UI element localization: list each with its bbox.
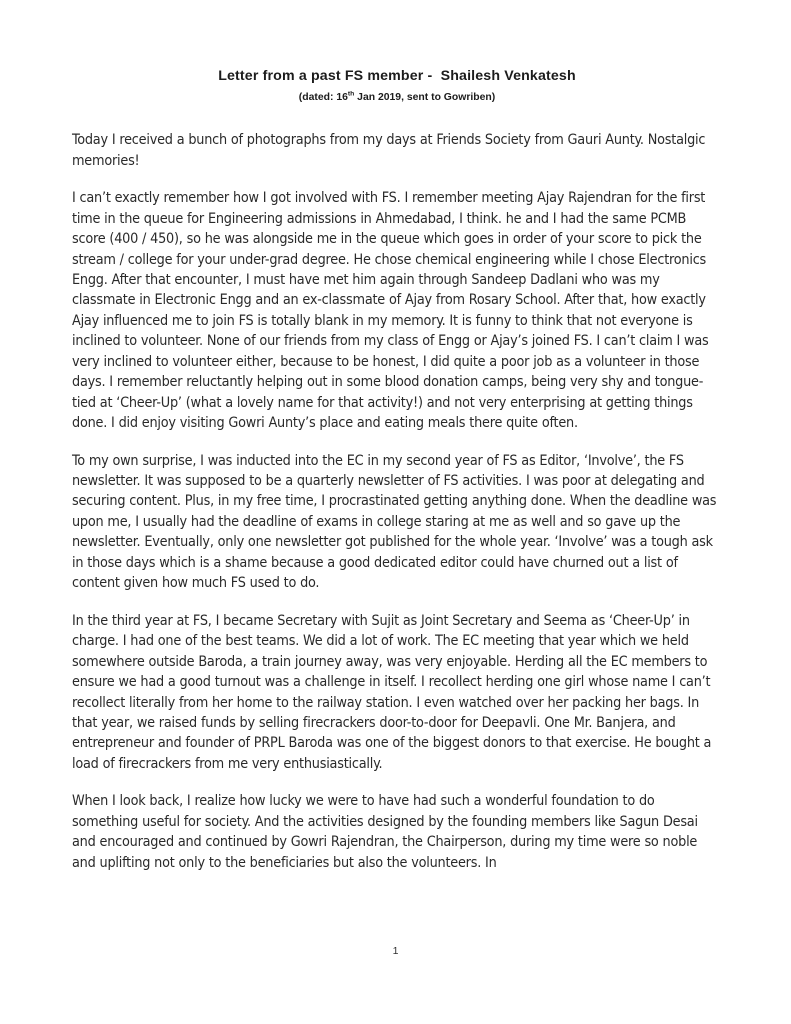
page-title: Letter from a past FS member - Shailesh Venkatesh (218, 68, 576, 84)
subtitle-ordinal-suffix: th (347, 90, 355, 98)
document-subtitle (72, 92, 722, 104)
paragraph-2: I can’t exactly remember how I got involved with FS. I remember meeting Ajay Rajendran for the first time in the queue for Engineering admissions in Ahmedabad, I think. he and I had the same PCMB score (400 / 450), so he was alongside me in the queue which goes in order of your score to pick the stream / college for your under-grad degree. He chose chemical engineering while I chose Electronics Engg. After that encounter, I must have met him again through Sandeep Dadlani who was my classmate in Electronic Engg and an ex-classmate of Ajay from Rosary School. After that, how exactly Ajay influenced me to join FS is totally blank in my memory. It is funny to think that not everyone is inclined to volunteer. None of our friends from my class of Engg or Ajay’s joined FS. I can’t claim I was very inclined to volunteer either, because to be honest, I did quite a poor job as a volunteer in those days. I remember reluctantly helping out in some blood donation camps, being very shy and tongue-tied at ‘Cheer-Up’ (what a lovely name for that activity!) and not very enterprising at getting things done. I did enjoy visiting Gowri Aunty’s place and eating meals there quite often. (72, 190, 709, 432)
subtitle-prefix: (dated: 16 (298, 91, 348, 103)
paragraph-4: In the third year at FS, I became Secretary with Sujit as Joint Secretary and Seema as ‘Cheer-Up’ in charge. I had one of the best teams. We did a lot of work. The EC meeting that year which we held somewhere outside Baroda, a train journey away, was very enjoyable. Herding all the EC members to ensure we had a good turnout was a challenge in itself. I recollect herding one girl whose name I can’t recollect literally from her home to the railway station. I even watched over her packing her bags. In that year, we raised funds by selling firecrackers door-to-door for Deepavli. One Mr. Banjera, and entrepreneur and founder of PRPL Baroda was one of the biggest donors to that exercise. He bought a load of firecrackers from me very enthusiastically. (72, 612, 712, 772)
document-body (72, 68, 722, 873)
paragraph-1: Today I received a bunch of photographs from my days at Friends Society from Gauri Aunty. Nostalgic memories! (72, 132, 706, 169)
page-number: 1 (392, 945, 399, 957)
paragraph-3: To my own surprise, I was inducted into the EC in my second year of FS as Editor, ‘Involve’, the FS newsletter. It was supposed to be a quarterly newsletter of FS activities. I was poor at delegating and securing content. Plus, in my free time, I procrastinated getting anything done. When the deadline was upon me, I usually had the deadline of exams in college staring at me as well and so gave up the newsletter. Eventually, only one newsletter got published for the whole year. ‘Involve’ was a tough ask in those days which is a shame because a good dedicated editor could have churned out a list of content given how much FS used to do. (72, 452, 717, 592)
subtitle-suffix: Jan 2019, sent to Gowriben) (354, 91, 496, 103)
paragraph-5: When I look back, I realize how lucky we were to have had such a wonderful foundation to do something useful for society. And the activities designed by the founding members like Sagun Desai and encouraged and continued by Gowri Rajendran, the Chairperson, during my time were so noble and uplifting not only to the beneficiaries but also the volunteers. In (72, 793, 698, 871)
